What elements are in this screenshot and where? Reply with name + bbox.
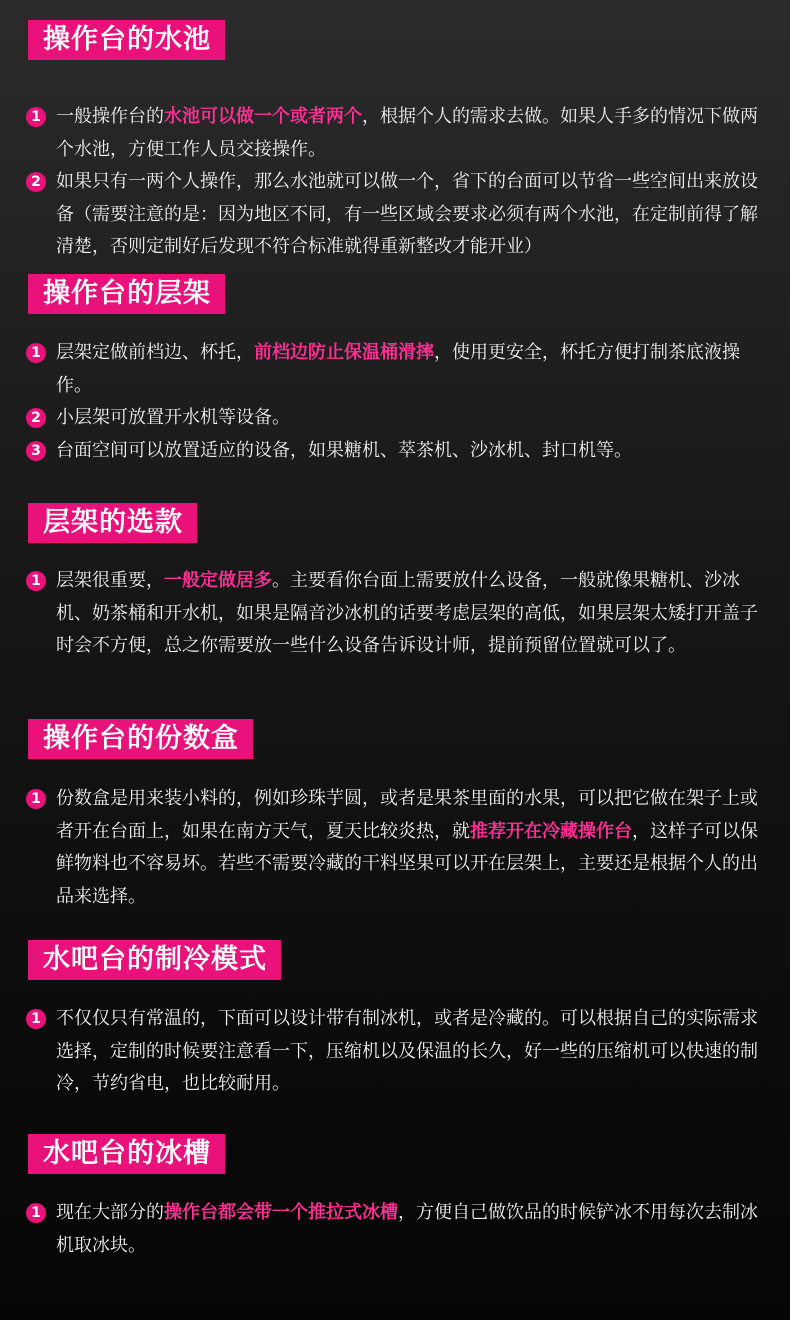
highlight-text: 推荐开在冷藏操作台 xyxy=(470,820,632,842)
number-badge: 1 xyxy=(26,1009,46,1029)
number-badge: 1 xyxy=(26,107,46,127)
list-item xyxy=(31,337,768,402)
number-badge: 1 xyxy=(26,571,46,591)
number-badge: 2 xyxy=(26,408,46,428)
list-item xyxy=(31,101,768,166)
section-heading: 操作台的水池 xyxy=(28,20,225,60)
item-text: 台面空间可以放置适应的设备，如果糖机、萃茶机、沙冰机、封口机等。 xyxy=(56,439,632,461)
section-heading: 层架的选款 xyxy=(28,503,197,543)
section-heading: 操作台的层架 xyxy=(28,274,225,314)
list-item xyxy=(31,435,768,468)
item-text: 小层架可放置开水机等设备。 xyxy=(56,407,290,428)
section-portion-box xyxy=(0,719,790,913)
section-shelf xyxy=(0,274,790,467)
section-ice-bin xyxy=(0,1134,790,1262)
section-cooling xyxy=(0,940,790,1101)
number-badge: 1 xyxy=(26,343,46,363)
section-heading: 操作台的份数盒 xyxy=(28,719,253,759)
item-text: 不仅仅只有常温的，下面可以设计带有制冰机，或者是冷藏的。可以根据自己的实际需求选择，定制的时候要注意看一下，压缩机以及保温的长久，好一些的压缩机可以快速的制冷，节约省电，也比较耐用。 xyxy=(56,1008,758,1094)
section-heading: 水吧台的冰槽 xyxy=(28,1134,225,1174)
number-badge: 2 xyxy=(26,172,46,192)
highlight-text: 操作台都会带一个推拉式冰槽 xyxy=(164,1202,398,1223)
item-text: 现在大部分的操作台都会带一个推拉式冰槽，方便自己做饮品的时候铲冰不用每次去制冰机取冰块。 xyxy=(56,1202,758,1256)
highlight-text: 水池可以做一个或者两个 xyxy=(164,106,362,127)
section-sink xyxy=(0,20,790,264)
number-badge: 1 xyxy=(26,789,46,809)
highlight-text: 前档边防止保温桶滑摔 xyxy=(254,342,434,363)
highlight-text: 一般定做居多 xyxy=(164,570,272,591)
list-item xyxy=(31,402,768,435)
item-text: 层架定做前档边、杯托，前档边防止保温桶滑摔，使用更安全，杯托方便打制茶底液操作。 xyxy=(56,342,740,396)
number-badge: 3 xyxy=(26,441,46,461)
number-badge: 1 xyxy=(26,1203,46,1223)
list-item xyxy=(31,1197,768,1262)
list-item xyxy=(31,1003,768,1101)
section-shelf-style xyxy=(0,503,790,663)
item-text: 份数盒是用来装小料的，例如珍珠芋圆，或者是果茶里面的水果，可以把它做在架子上或者开在台面上，如果在南方天气，夏天比较炎热，就推荐开在冷藏操作台，这样子可以保鲜物料也不容易坏。若些不需要冷藏的干料坚果可以开在层架上，主要还是根据个人的出品来选择。 xyxy=(56,788,758,907)
list-item xyxy=(31,565,768,663)
list-item xyxy=(31,783,768,913)
list-item xyxy=(31,166,768,264)
item-text: 如果只有一两个人操作，那么水池就可以做一个，省下的台面可以节省一些空间出来放设备（需要注意的是：因为地区不同，有一些区域会要求必须有两个水池，在定制前得了解清楚，否则定制好后发现不符合标准就得重新整改才能开业） xyxy=(56,171,758,257)
section-heading: 水吧台的制冷模式 xyxy=(28,940,281,980)
item-text: 一般操作台的水池可以做一个或者两个，根据个人的需求去做。如果人手多的情况下做两个水池，方便工作人员交接操作。 xyxy=(56,106,758,160)
item-text: 层架很重要，一般定做居多。主要看你台面上需要放什么设备，一般就像果糖机、沙冰机、奶茶桶和开水机，如果是隔音沙冰机的话要考虑层架的高低，如果层架太矮打开盖子时会不方便，总之你需要放一些什么设备告诉设计师，提前预留位置就可以了。 xyxy=(56,570,758,656)
